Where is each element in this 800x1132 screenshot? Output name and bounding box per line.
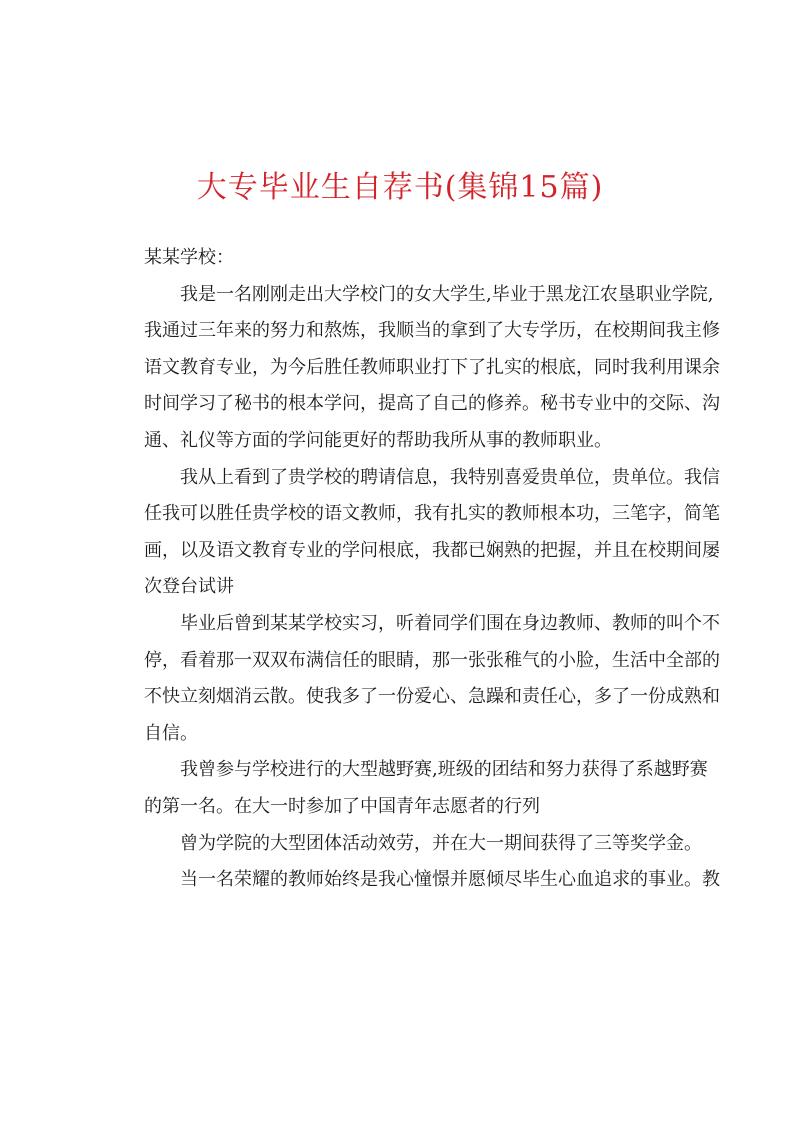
document-body <box>108 240 720 899</box>
paragraph <box>108 826 702 863</box>
text-line: 任我可以胜任贵学校的语文教师，我有扎实的教师根本功，三笔字，简笔 <box>144 503 720 525</box>
text-line: 当一名荣耀的教师始终是我心憧憬并愿倾尽毕生心血追求的事业。教 <box>180 869 720 891</box>
text-line: 我是一名刚刚走出大学校门的女大学生,毕业于黑龙江农垦职业学院, <box>180 283 714 305</box>
text-line: 时间学习了秘书的根本学问，提高了自己的修养。秘书专业中的交际、沟 <box>144 393 720 415</box>
text-line: 不快立刻烟消云散。使我多了一份爱心、急躁和责任心，多了一份成熟和 <box>144 686 720 708</box>
document-title: 大专毕业生自荐书(集锦15篇) <box>196 170 604 205</box>
paragraph <box>108 606 720 752</box>
text-line: 毕业后曾到某某学校实习，听着同学们围在身边教师、教师的叫个不 <box>180 612 720 634</box>
text-line: 我通过三年来的努力和熬炼，我顺当的拿到了大专学历，在校期间我主修 <box>144 320 720 342</box>
text-line: 自信。 <box>144 722 198 744</box>
paragraph <box>108 460 720 606</box>
text-line: 曾为学院的大型团体活动效劳，并在大一期间获得了三等奖学金。 <box>180 832 702 854</box>
paragraph <box>108 752 708 825</box>
paragraph <box>108 277 720 460</box>
salutation: 某某学校： <box>144 247 234 268</box>
text-line: 我曾参与学校进行的大型越野赛,班级的团结和努力获得了系越野赛 <box>180 759 708 781</box>
text-line: 通、礼仪等方面的学问能更好的帮助我所从事的教师职业。 <box>144 429 612 451</box>
text-line: 次登台试讲 <box>144 576 234 598</box>
text-line: 画，以及语文教育专业的学问根底，我都已娴熟的把握，并且在校期间屡 <box>144 539 720 561</box>
paragraph <box>108 862 720 899</box>
text-line: 我从上看到了贵学校的聘请信息，我特别喜爱贵单位，贵单位。我信 <box>180 466 720 488</box>
text-line: 语文教育专业，为今后胜任教师职业打下了扎实的根底，同时我利用课余 <box>144 356 720 378</box>
text-line: 的第一名。在大一时参加了中国青年志愿者的行列 <box>144 795 540 817</box>
text-line: 停，看着那一双双布满信任的眼睛，那一张张稚气的小脸，生活中全部的 <box>144 649 720 671</box>
